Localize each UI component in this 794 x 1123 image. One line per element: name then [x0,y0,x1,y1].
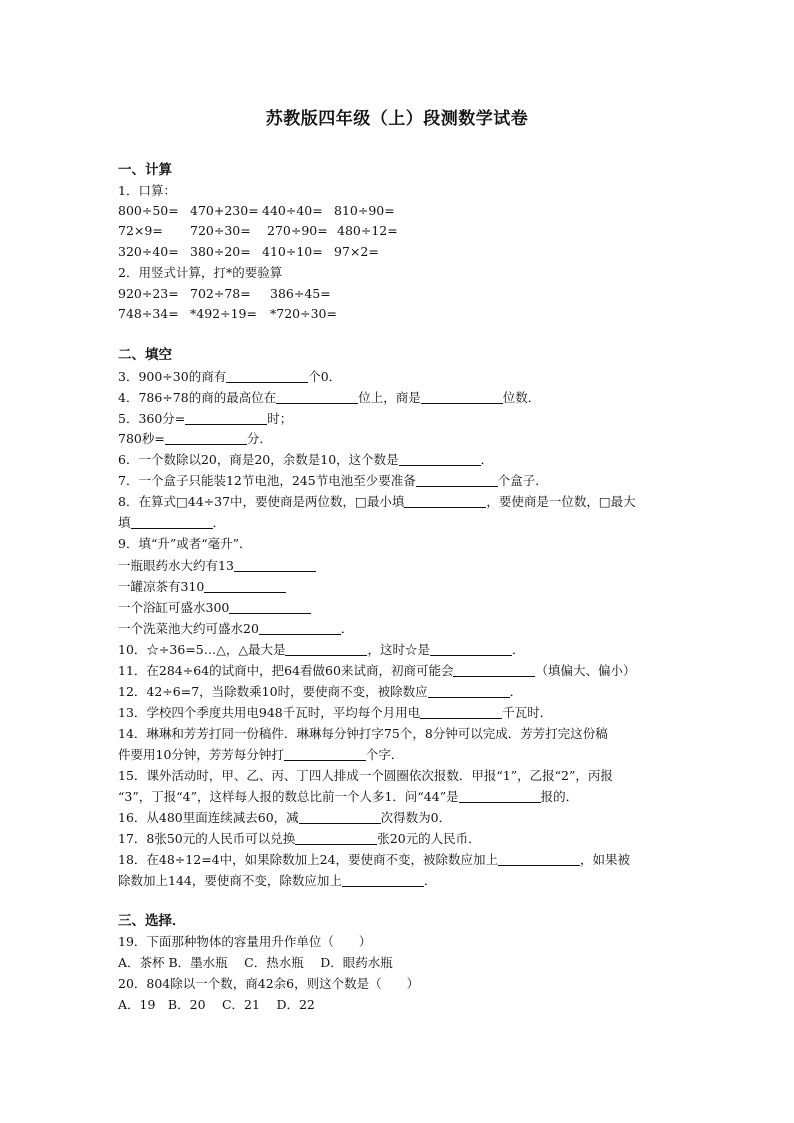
answer-blank[interactable] [165,430,247,445]
question-17: 17．8张50元的人民币可以兑换 张20元的人民币． [118,831,481,846]
calc-item: *720÷30= [270,306,337,321]
answer-blank[interactable] [295,830,377,845]
answer-blank[interactable] [404,493,486,508]
question-11: 11．在284÷64的试商中，把64看做60来试商，初商可能会 （填偏大、偏小） [118,663,636,678]
vertical-calc-row [118,284,331,304]
calc-item: 920÷23= [118,286,179,301]
answer-blank[interactable] [421,389,503,404]
question-15b: “3”，丁报“4”，这样每人报的数总比前一个人多1．问“44”是 报的． [118,789,579,804]
section-heading-calc: 一、计算 [118,162,172,178]
calc-item: *492÷19= [190,306,257,321]
answer-blank[interactable] [459,788,541,803]
question-19-options: A．茶杯 B．墨水瓶 C．热水瓶 D．眼药水瓶 [118,955,393,970]
question-13: 13．学校四个季度共用电948千瓦时，平均每个月用电 千瓦时． [118,705,553,720]
calc-item: 702÷78= [190,286,251,301]
answer-blank[interactable] [259,620,341,635]
page-title: 苏教版四年级（上）段测数学试卷 [265,109,529,129]
question-9d: 一个洗菜池大约可盛水20 ． [118,621,354,636]
calc-item: 470+230= [190,203,259,218]
answer-blank[interactable] [420,704,502,719]
calc-item: 748÷34= [118,306,179,321]
calc-item: 72×9= [118,223,163,238]
question-20-options: A．19 B．20 C．21 D．22 [118,997,315,1012]
question-18b: 除数加上144，要使商不变，除数应加上 ． [118,873,437,888]
vertical-calc-row [118,304,337,324]
question-9: 9．填“升”或者“毫升”． [118,536,252,551]
calc-item: 800÷50= [118,203,179,218]
question-14b: 件要用10分钟，芳芳每分钟打 个字． [118,747,404,762]
calc-item: 386÷45= [270,286,331,301]
calc-item: 720÷30= [190,223,251,238]
question-16: 16．从480里面连续减去60，减 次得数为0． [118,810,452,825]
section-heading-choice: 三、选择． [118,913,186,929]
answer-blank[interactable] [498,851,580,866]
oral-calc-row [118,242,379,262]
answer-blank[interactable] [185,410,267,425]
oral-calc-row [118,221,398,241]
question-9b: 一罐凉茶有310 [118,577,286,597]
question-1-label: 1．口算： [118,183,176,198]
calc-item: 410÷10= [262,244,323,259]
answer-blank[interactable] [416,472,498,487]
question-12: 12．42÷6=7，当除数乘10时，要使商不变，被除数应 ． [118,684,523,699]
answer-blank[interactable] [285,641,367,656]
question-18: 18．在48÷12=4中，如果除数加上24，要使商不变，被除数应加上 ，如果被 [118,852,631,867]
answer-blank[interactable] [430,641,512,656]
answer-blank[interactable] [299,809,381,824]
question-2-label: 2．用竖式计算，打*的要验算 [118,265,283,280]
answer-blank[interactable] [284,746,366,761]
answer-blank[interactable] [276,389,358,404]
calc-item: 97×2= [334,244,379,259]
answer-blank[interactable] [453,662,535,677]
calc-item: 810÷90= [334,203,395,218]
answer-blank[interactable] [399,451,481,466]
answer-blank[interactable] [226,368,308,383]
question-6: 6．一个数除以20，商是20，余数是10，这个数是 ． [118,452,494,467]
answer-blank[interactable] [428,683,510,698]
question-10: 10．☆÷36=5…△，△最大是 ，这时☆是 ． [118,642,525,657]
calc-item: 480÷12= [337,223,398,238]
question-3: 3．900÷30的商有 个0． [118,369,342,384]
question-5b: 780秒= 分． [118,431,272,446]
question-8: 8．在算式□44÷37中，要使商是两位数，□最小填 ，要使商是一位数，□最大 [118,494,636,509]
calc-item: 320÷40= [118,244,179,259]
section-heading-fill: 二、填空 [118,347,172,363]
question-14: 14．琳琳和芳芳打同一份稿件．琳琳每分钟打字75个，8分钟可以完成．芳芳打完这份稿 [118,726,608,741]
question-20: 20．804除以一个数，商42余6，则这个数是（ ） [118,976,420,991]
question-15: 15．课外活动时，甲、乙、丙、丁四人排成一个圆圈依次报数．甲报“1”，乙报“2”，丙报 [118,768,613,783]
calc-item: 440÷40= [262,203,323,218]
answer-blank[interactable] [204,578,286,593]
answer-blank[interactable] [131,514,213,529]
question-4: 4．786÷78的商的最高位在 位上，商是 位数． [118,390,541,405]
question-9a: 一瓶眼药水大约有13 [118,556,316,576]
question-9c: 一个浴缸可盛水300 [118,598,311,618]
calc-item: 270÷90= [267,223,328,238]
calc-item: 380÷20= [190,244,251,259]
question-7: 7．一个盒子只能装12节电池，245节电池至少要准备 个盒子． [118,473,548,488]
question-5: 5．360分= 时； [118,411,293,426]
question-8b: 填 ． [118,515,226,530]
oral-calc-row [118,201,395,221]
answer-blank[interactable] [229,599,311,614]
answer-blank[interactable] [234,557,316,572]
answer-blank[interactable] [342,872,424,887]
question-19: 19．下面那种物体的容量用升作单位（ ） [118,934,372,949]
